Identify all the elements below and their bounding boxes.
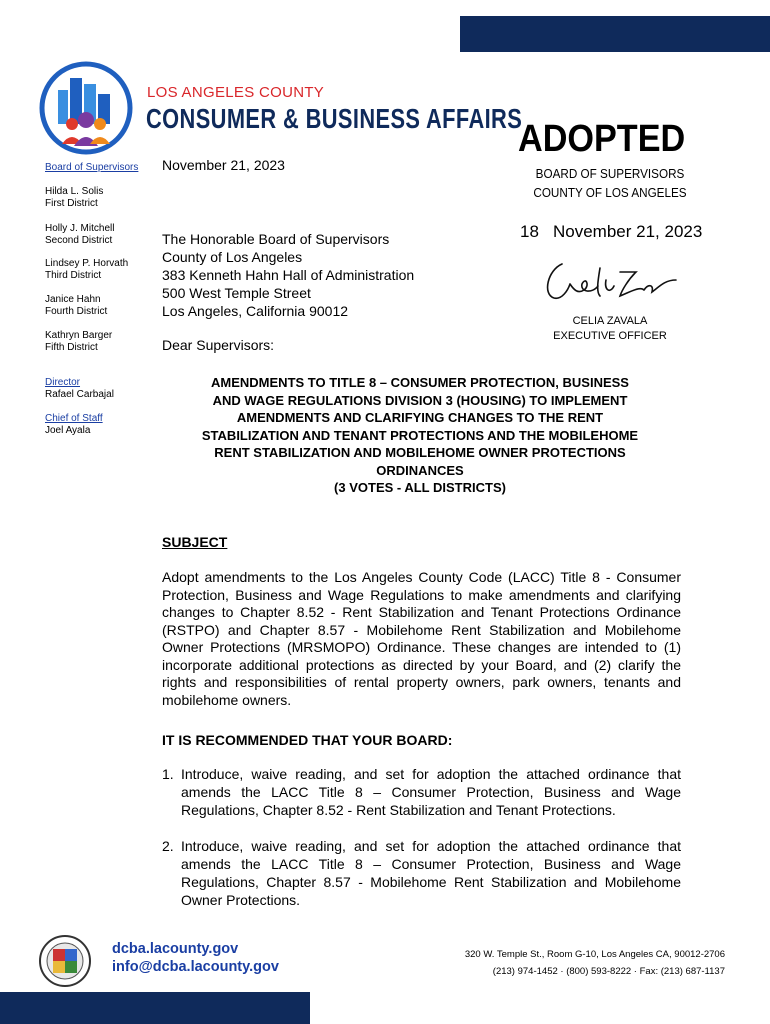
letter-date: November 21, 2023: [162, 157, 285, 173]
title-line: RENT STABILIZATION AND MOBILEHOME OWNER PROTECTIONS: [214, 445, 626, 460]
signature-image: [540, 250, 680, 310]
website-link[interactable]: dcba.lacounty.gov: [112, 941, 239, 957]
county-seal-icon: [38, 934, 92, 988]
stamp-item-number: 18: [520, 222, 539, 241]
email-link[interactable]: info@dcba.lacounty.gov: [112, 959, 279, 975]
document-title: [160, 374, 680, 497]
stamp-board-line2: COUNTY OF LOS ANGELES: [533, 185, 687, 200]
recommendation-text: Introduce, waive reading, and set for adoption the attached ordinance that amends the LACC Title 8 – Consumer Protection, Business and Wage Regulations, Chapter 8.52 - Rent Stabilization and Tenant Protections.: [181, 766, 681, 818]
address-line: County of Los Angeles: [162, 249, 303, 265]
adopted-stamp: ADOPTED: [518, 118, 686, 160]
supervisor-name: Janice Hahn: [45, 294, 101, 305]
stamp-board-line1: BOARD OF SUPERVISORS: [535, 166, 685, 181]
title-line: STABILIZATION AND TENANT PROTECTIONS AND THE MOBILEHOME: [201, 427, 639, 443]
header-accent-bar: [460, 16, 770, 52]
subject-heading: SUBJECT: [162, 534, 228, 550]
footer-address: [420, 946, 725, 980]
recommendation-number: 1.: [162, 766, 174, 782]
board-of-supervisors-link[interactable]: Board of Supervisors: [45, 162, 139, 173]
supervisor-district: Fifth District: [45, 342, 98, 353]
supervisor-district: Fourth District: [45, 306, 108, 317]
recommendation-text: Introduce, waive reading, and set for adoption the attached ordinance that amends the LACC Title 8 – Consumer Protection, Business and Wage Regulations, Chapter 8.57 - Mobilehome Rent Stabilization and Mobilehome Owner Protections.: [181, 838, 681, 908]
supervisor-name: Hilda L. Solis: [45, 186, 104, 197]
title-line: AMENDMENTS TO TITLE 8 – CONSUMER PROTECTION, BUSINESS: [211, 375, 629, 390]
salutation: Dear Supervisors:: [162, 337, 275, 353]
recipient-address: [162, 230, 414, 320]
supervisor-name: Kathryn Barger: [45, 330, 113, 341]
stamp-officer-title: EXECUTIVE OFFICER: [553, 330, 667, 342]
supervisor-name: Lindsey P. Horvath: [45, 258, 129, 269]
title-line: (3 VOTES - ALL DISTRICTS): [334, 480, 506, 495]
chief-of-staff-link[interactable]: Chief of Staff: [45, 413, 103, 424]
recommendation-item: [162, 765, 681, 819]
supervisor-name: Holly J. Mitchell: [45, 223, 115, 234]
stamp-date: November 21, 2023: [553, 222, 703, 241]
address-line: Los Angeles, California 90012: [162, 303, 349, 319]
title-line: ORDINANCES: [376, 462, 464, 478]
footer-contact: [112, 940, 279, 976]
title-line: AND WAGE REGULATIONS DIVISION 3 (HOUSING) TO IMPLEMENT: [212, 392, 628, 408]
office-address: 320 W. Temple St., Room G-10, Los Angeles CA, 90012-2706: [464, 949, 725, 960]
subject-body: Adopt amendments to the Los Angeles County Code (LACC) Title 8 - Consumer Protection, Business and Wage Regulations to make amendments and clarifying changes to Chapter 8.52 - Rent Stabilization and Tenant Protections Ordinance (RSTPO) and Chapter 8.57 - Mobilehome Rent Stabilization and Mobilehome Owner Protections (MRSMOPO) Ordinance. These changes are intended to (1) incorporate additional protections as directed by your Board, and (2) clarify the rights and responsibilities of rental property owners, park owners, tenants and mobilehome owners.: [162, 569, 681, 708]
supervisor-district: Second District: [45, 235, 113, 246]
address-line: 500 West Temple Street: [162, 285, 311, 301]
address-line: 383 Kenneth Hahn Hall of Administration: [162, 267, 415, 283]
chief-of-staff-name: Joel Ayala: [45, 425, 91, 436]
footer-accent-bar: [0, 992, 310, 1024]
org-name-line1: LOS ANGELES COUNTY: [147, 84, 325, 101]
org-name-line2: CONSUMER & BUSINESS AFFAIRS: [146, 103, 523, 134]
title-line: AMENDMENTS AND CLARIFYING CHANGES TO THE RENT: [236, 410, 604, 425]
director-link[interactable]: Director: [45, 377, 81, 388]
supervisor-district: First District: [45, 198, 98, 209]
recommendation-heading: IT IS RECOMMENDED THAT YOUR BOARD:: [162, 732, 453, 748]
director-name: Rafael Carbajal: [45, 389, 114, 400]
recommendation-number: 2.: [162, 838, 174, 854]
recommendation-item: [162, 837, 681, 909]
dcba-logo-icon: [38, 60, 134, 156]
phone-numbers: (213) 974-1452 · (800) 593-8222 · Fax: (213) 687-1137: [492, 966, 725, 977]
supervisor-district: Third District: [45, 270, 102, 281]
address-line: The Honorable Board of Supervisors: [162, 231, 390, 247]
stamp-officer-name: CELIA ZAVALA: [572, 315, 648, 327]
